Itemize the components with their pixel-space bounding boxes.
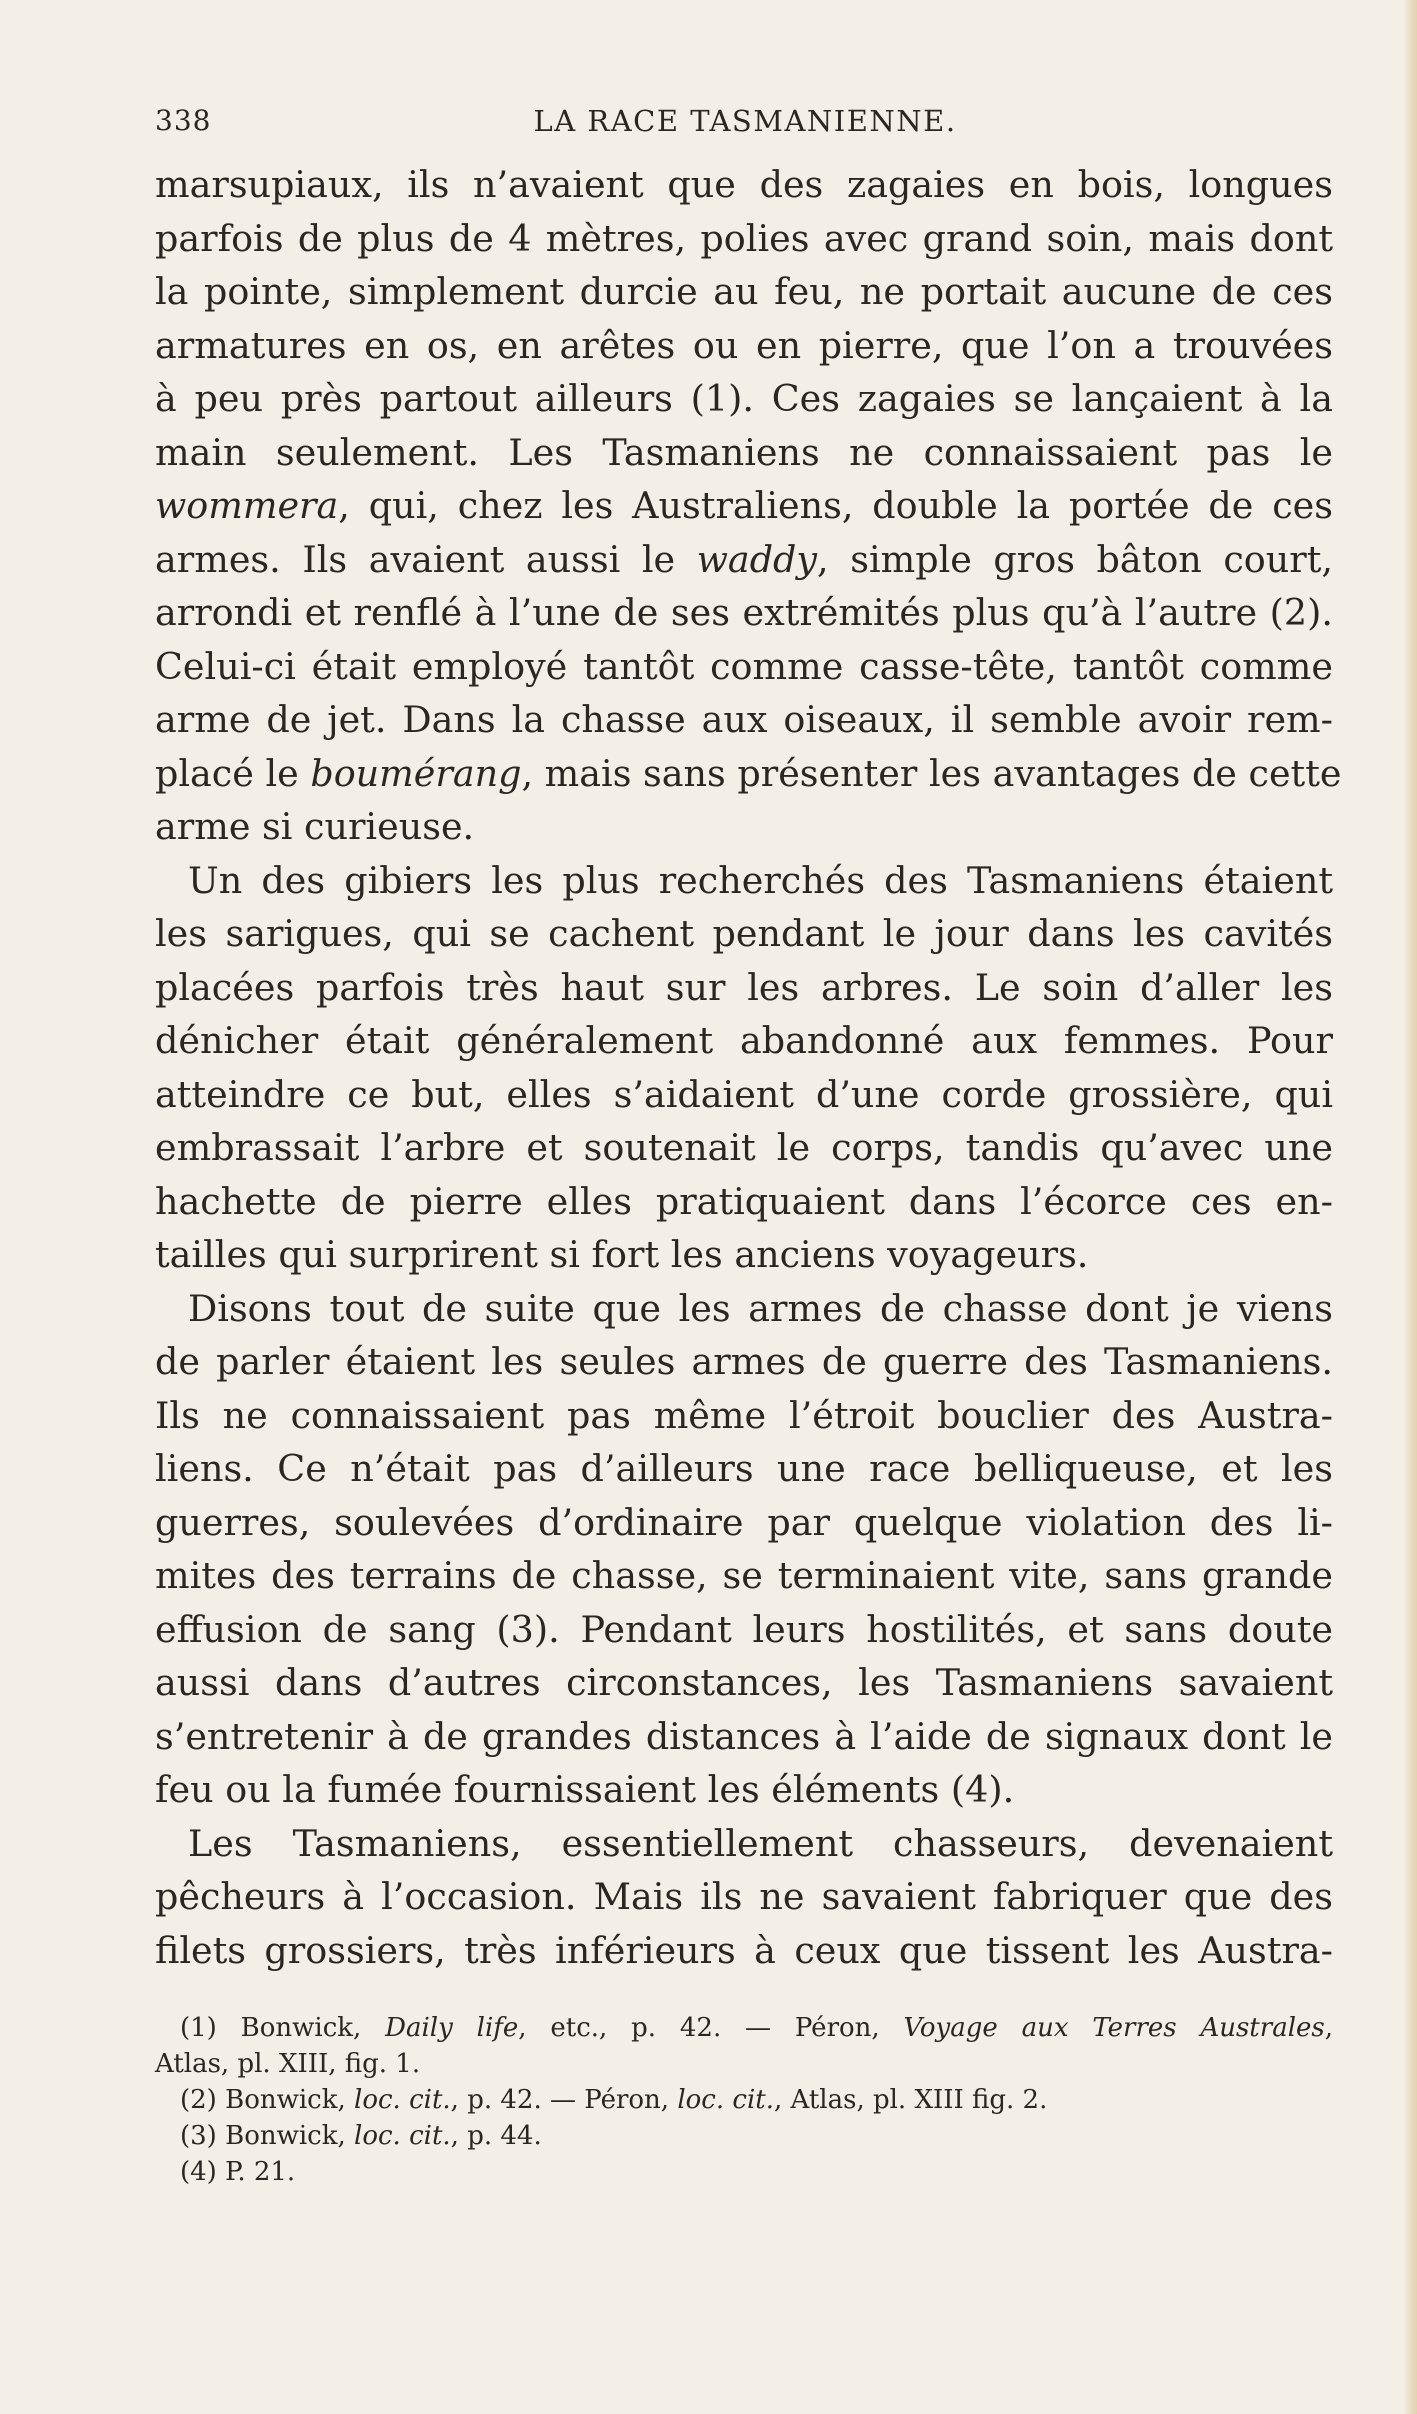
- text-line: main seulement. Les Tasmaniens ne connaissaient pas le: [155, 430, 1333, 474]
- text-line: effusion de sang (3). Pendant leurs hostilités, et sans doute: [155, 1607, 1333, 1651]
- text-line: Ils ne connaissaient pas même l’étroit bouclier des Austra-: [155, 1393, 1333, 1437]
- text-line: embrassait l’arbre et soutenait le corps, tandis qu’avec une: [155, 1126, 1333, 1169]
- text-line: Disons tout de suite que les armes de chasse dont je viens: [188, 1286, 1333, 1330]
- text-line: arme si curieuse.: [155, 805, 475, 848]
- text-line: guerres, soulevées d’ordinaire par quelque violation des li-: [155, 1500, 1333, 1544]
- footnote-3: (3) Bonwick, loc. cit., p. 44.: [180, 2121, 542, 2151]
- text-line: dénicher était généralement abandonné aux femmes. Pour: [155, 1019, 1333, 1062]
- footnotes: [155, 2010, 1333, 2190]
- text-line: wommera, qui, chez les Australiens, double la portée de ces: [155, 484, 1333, 527]
- text-line: de parler étaient les seules armes de guerre des Tasmaniens.: [155, 1340, 1333, 1383]
- text-line: liens. Ce n’était pas d’ailleurs une race belliqueuse, et les: [155, 1447, 1333, 1490]
- page-number: 338: [155, 104, 212, 137]
- text-line: arrondi et renflé à l’une de ses extrémités plus qu’à l’autre (2).: [155, 591, 1333, 634]
- footnote-1-continuation: Atlas, pl. XIII, fig. 1.: [155, 2049, 421, 2079]
- text-line: placées parfois très haut sur les arbres. Le soin d’aller les: [155, 965, 1333, 1009]
- running-title: LA RACE TASMANIENNE.: [533, 104, 957, 138]
- text-line: à peu près partout ailleurs (1). Ces zagaies se lançaient à la: [155, 377, 1333, 420]
- text-line: arme de jet. Dans la chasse aux oiseaux, il semble avoir rem-: [155, 698, 1333, 741]
- footnote-4: (4) P. 21.: [180, 2157, 296, 2187]
- text-line: Un des gibiers les plus recherchés des Tasmaniens étaient: [188, 858, 1333, 902]
- page-edge-shadow: [1403, 0, 1417, 2414]
- running-header: [155, 104, 1335, 144]
- footnote-1: (1) Bonwick, Daily life, etc., p. 42. — Péron, Voyage aux Terres Australes,: [180, 2013, 1333, 2043]
- text-line: armatures en os, en arêtes ou en pierre, que l’on a trouvées: [155, 323, 1333, 367]
- text-line: marsupiaux, ils n’avaient que des zagaies en bois, longues: [155, 163, 1333, 206]
- text-line: feu ou la fumée fournissaient les éléments (4).: [155, 1768, 1015, 1811]
- text-line: Les Tasmaniens, essentiellement chasseurs, devenaient: [188, 1821, 1333, 1865]
- text-line: la pointe, simplement durcie au feu, ne portait aucune de ces: [155, 270, 1333, 313]
- body-text: [155, 158, 1342, 1977]
- footnote-2: (2) Bonwick, loc. cit., p. 42. — Péron, loc. cit., Atlas, pl. XIII fig. 2.: [180, 2085, 1048, 2115]
- text-line: Celui-ci était employé tantôt comme casse-tête, tantôt comme: [155, 644, 1333, 688]
- text-line: aussi dans d’autres circonstances, les Tasmaniens savaient: [155, 1661, 1333, 1704]
- text-line: les sarigues, qui se cachent pendant le jour dans les cavités: [155, 912, 1333, 955]
- text-line: mites des terrains de chasse, se terminaient vite, sans grande: [155, 1554, 1333, 1597]
- text-line: tailles qui surprirent si fort les anciens voyageurs.: [155, 1233, 1089, 1276]
- text-line: armes. Ils avaient aussi le waddy, simple gros bâton court,: [155, 537, 1334, 581]
- italic-term: waddy: [696, 537, 818, 581]
- italic-term: wommera: [155, 484, 339, 527]
- text-line: s’entretenir à de grandes distances à l’aide de signaux dont le: [155, 1714, 1333, 1758]
- italic-term: boumérang: [310, 751, 522, 795]
- text-line: atteindre ce but, elles s’aidaient d’une corde grossière, qui: [155, 1072, 1333, 1116]
- text-line: filets grossiers, très inférieurs à ceux que tissent les Austra-: [155, 1928, 1333, 1972]
- text-line: parfois de plus de 4 mètres, polies avec grand soin, mais dont: [155, 216, 1333, 260]
- text-line: hachette de pierre elles pratiquaient dans l’écorce ces en-: [155, 1179, 1333, 1223]
- text-line: placé le boumérang, mais sans présenter les avantages de cette: [155, 751, 1342, 795]
- text-line: pêcheurs à l’occasion. Mais ils ne savaient fabriquer que des: [155, 1875, 1333, 1918]
